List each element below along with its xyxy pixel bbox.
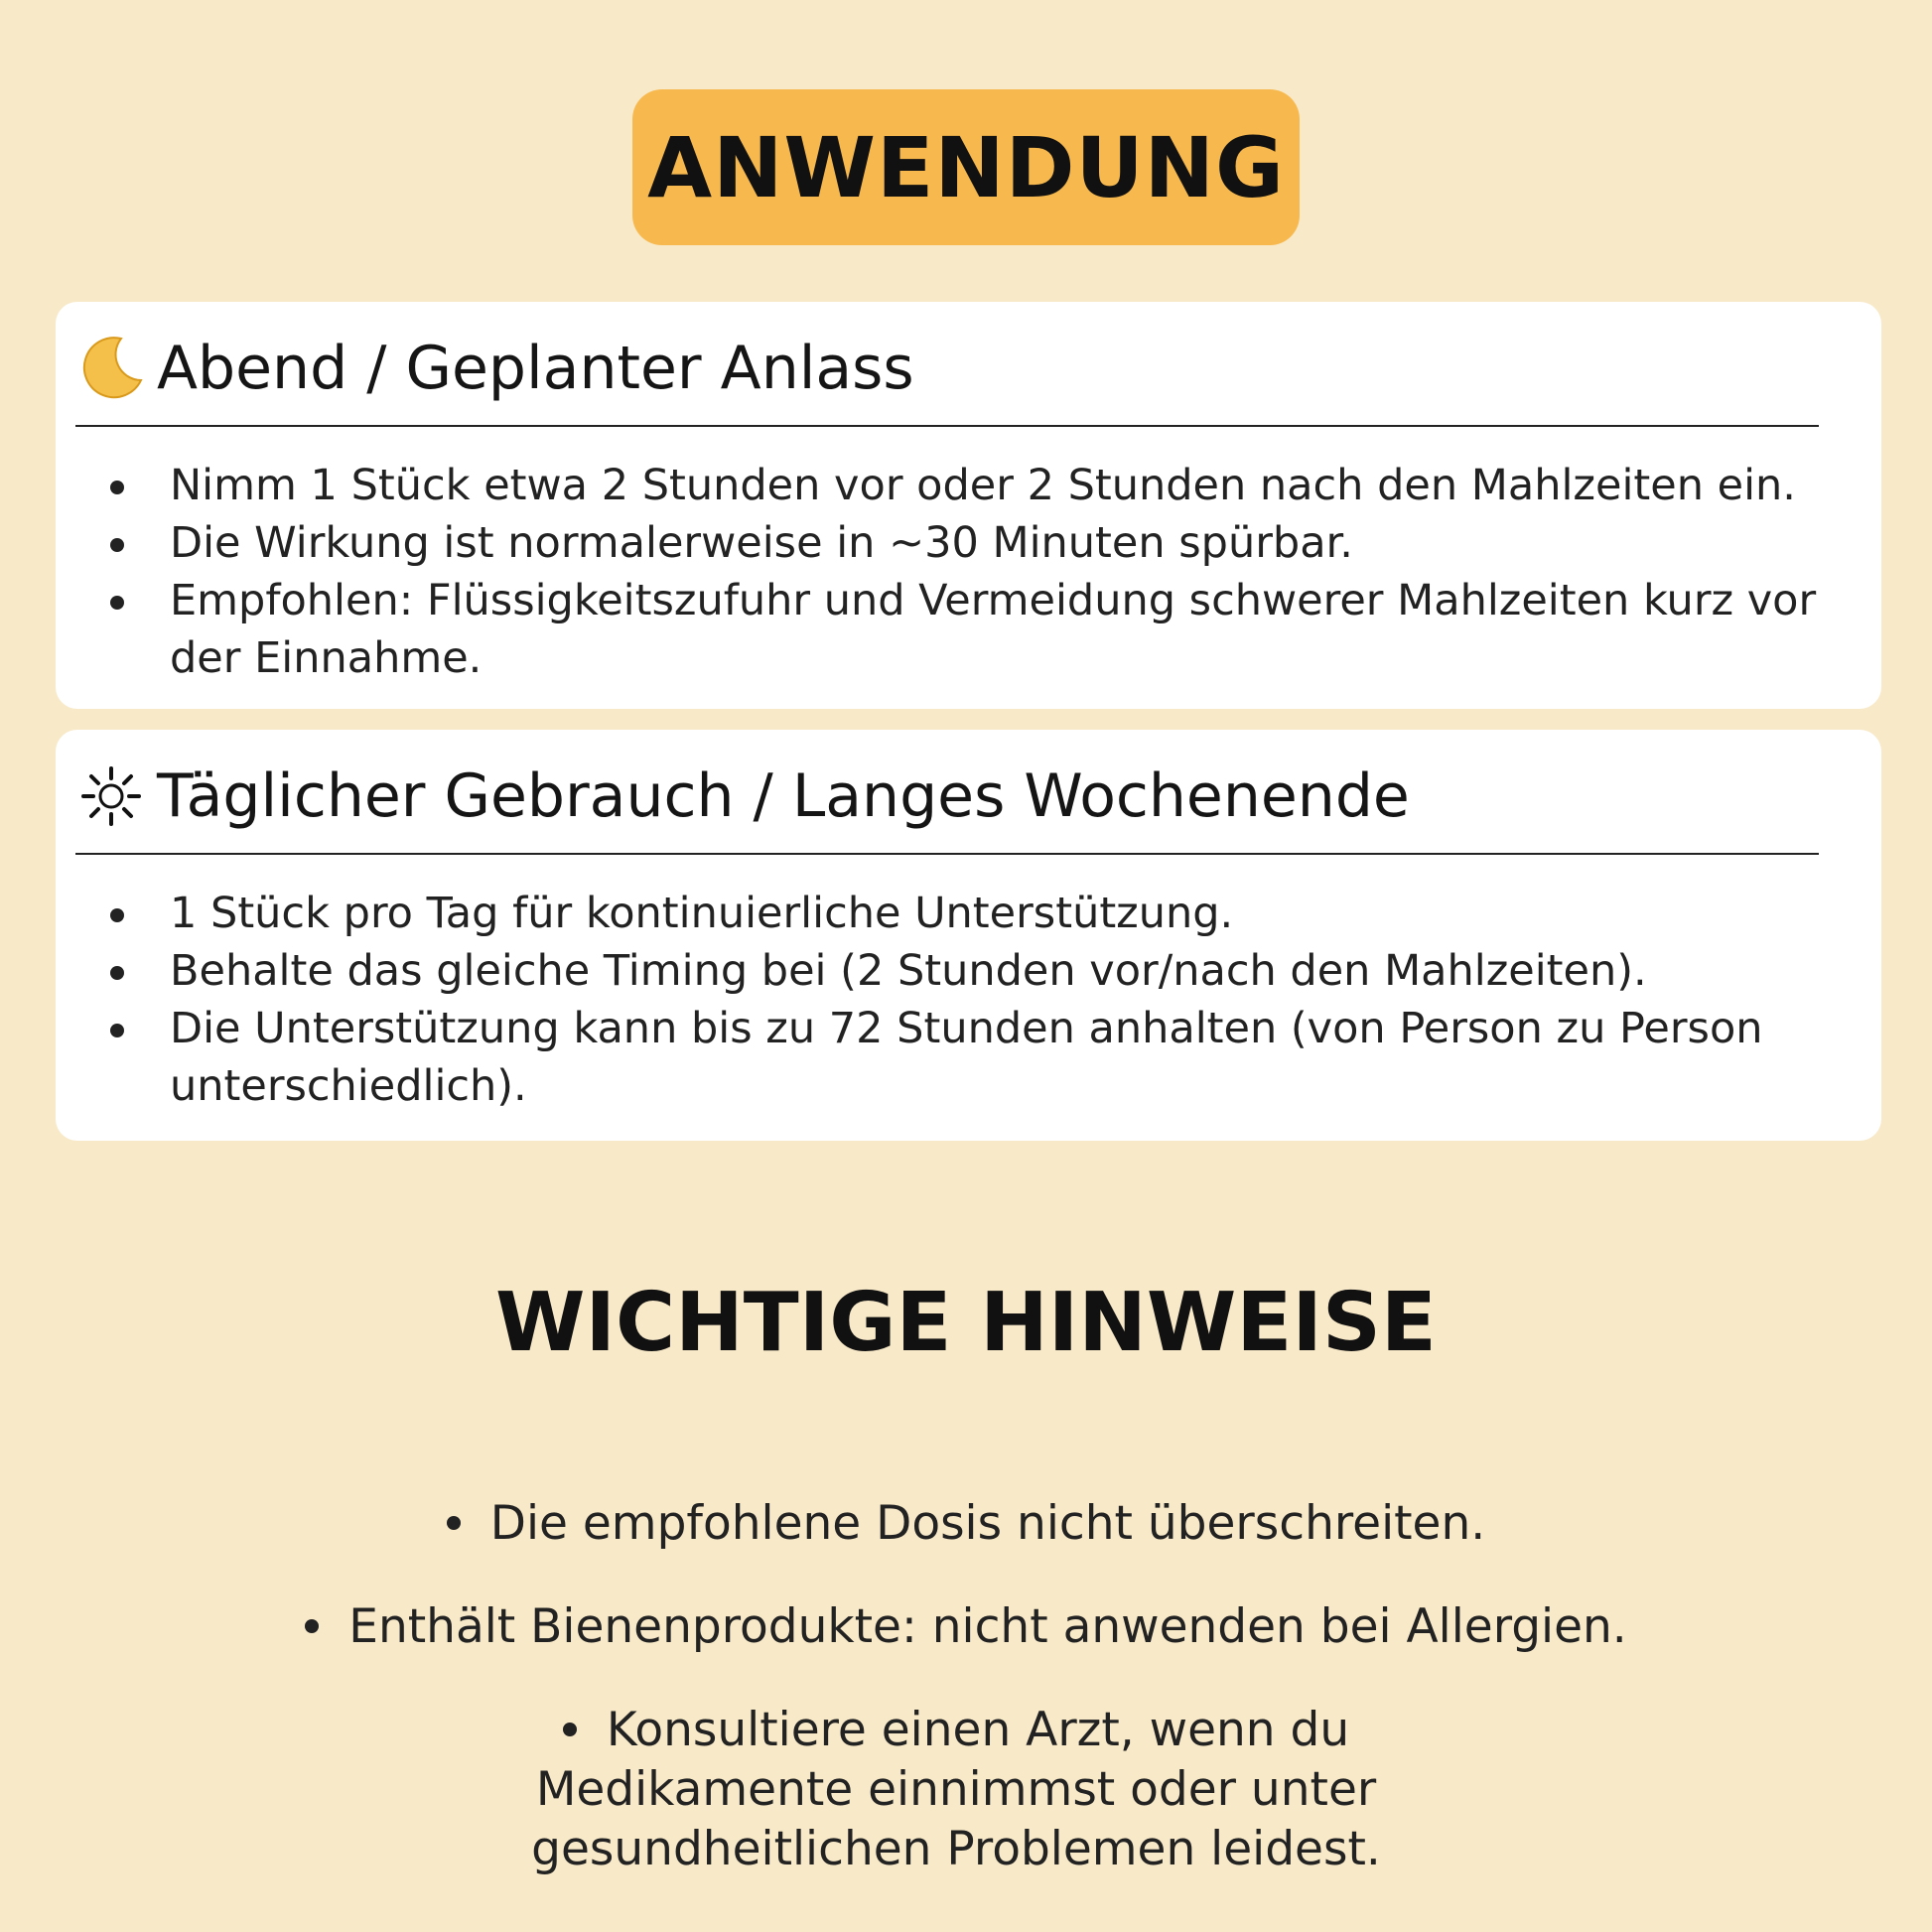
note-text: Die empfohlene Dosis nicht überschreiten. bbox=[489, 1496, 1486, 1551]
section-title: Täglicher Gebrauch / Langes Wochenende bbox=[157, 761, 1410, 831]
list-item: Die Unterstützung kann bis zu 72 Stunden anhalten (von Person zu Person unterschiedlich). bbox=[100, 1000, 1887, 1115]
note-item bbox=[0, 1597, 1932, 1657]
section-title: Abend / Geplanter Anlass bbox=[157, 334, 914, 403]
list-item: Behalte das gleiche Timing bei (2 Stunden vor/nach den Mahlzeiten). bbox=[100, 942, 1887, 1000]
section-list bbox=[75, 855, 1881, 1115]
notes-list bbox=[0, 1494, 1932, 1923]
bullet bbox=[305, 1619, 319, 1633]
note-text: Konsultiere einen Arzt, wenn du Medikamente einnimmst oder unter gesundheitlichen Problemen leidest. bbox=[531, 1703, 1381, 1876]
crescent-moon-icon bbox=[75, 333, 147, 404]
section-card-daily bbox=[56, 730, 1881, 1141]
section-list bbox=[75, 427, 1881, 687]
title-badge bbox=[632, 89, 1300, 245]
list-item: 1 Stück pro Tag für kontinuierliche Unterstützung. bbox=[100, 885, 1887, 942]
list-item: Nimm 1 Stück etwa 2 Stunden vor oder 2 Stunden nach den Mahlzeiten ein. bbox=[100, 457, 1887, 514]
note-text: Enthält Bienenprodukte: nicht anwenden bei Allergien. bbox=[348, 1599, 1627, 1654]
bullet bbox=[447, 1516, 461, 1530]
section-header bbox=[75, 730, 1819, 855]
list-item: Die Wirkung ist normalerweise in ~30 Minuten spürbar. bbox=[100, 514, 1887, 572]
note-item bbox=[0, 1494, 1932, 1554]
sun-icon bbox=[75, 760, 147, 832]
notes-title: WICHTIGE HINWEISE bbox=[495, 1276, 1437, 1370]
bullet bbox=[563, 1723, 577, 1736]
page-title: ANWENDUNG bbox=[647, 118, 1285, 216]
section-card-evening bbox=[56, 302, 1881, 709]
list-item: Empfohlen: Flüssigkeitszufuhr und Vermeidung schwerer Mahlzeiten kurz vor der Einnahme. bbox=[100, 572, 1887, 687]
note-item bbox=[0, 1701, 1932, 1879]
section-header bbox=[75, 302, 1819, 427]
